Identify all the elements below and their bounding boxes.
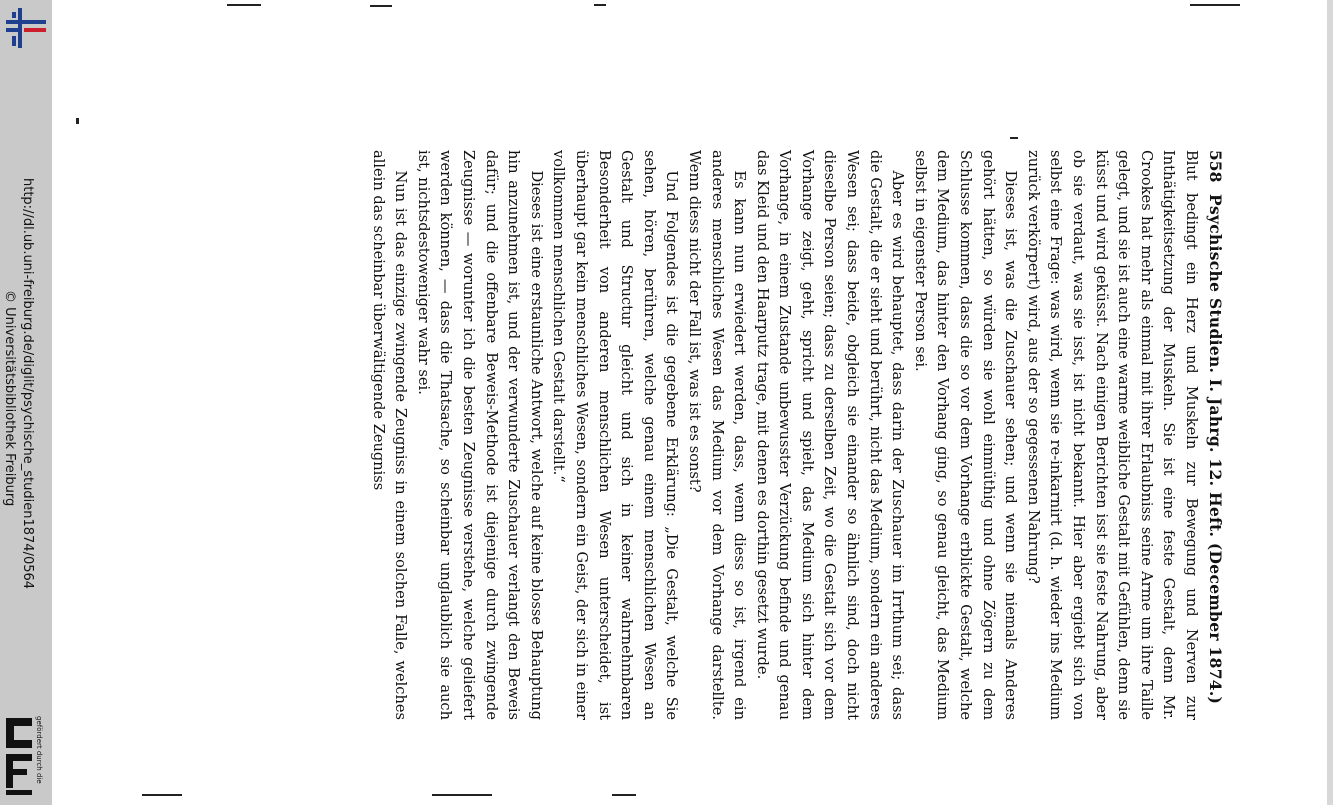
scan-speck (1190, 4, 1240, 6)
paragraph: Aber es wird behauptet, dass darin der Zuschauer im Irrthum sei; dass die Gestalt, die er sieht und berührt, nicht das Medium, sondern ein anderes Wesen sei; dass beide, obgleich sie einander so ähnlich sind, doch nicht dieselbe Person seien; dass zu derselben Zeit, wo die Gestalt sich vor dem Vorhange zeigt, geht, spricht und spielt, das Medium sich hinter dem Vorhange, in einem Zustande unbewusster Verzückung befinde und genau das Kleid und den Haarputz trage, mit denen es dorthin gesetzt wurde. (753, 150, 907, 720)
sidebar (0, 0, 52, 805)
running-header (1202, 150, 1230, 720)
paragraph: Blut bedingt ein Herz und Muskeln zur Bewegung und Nerven zur Inthätigkeitsetzung der Muskeln. Sie ist eine feste Gestalt, denn Mr. Crookes hat mehr als einmal mit ihrer Erlaubniss seine Arme um ihre Taille gelegt, und sie ist auch eine warme weibliche Gestalt mit Gefühlen, denn sie küsst und wird geküsst. Nach einigen Berichten isst sie feste Nahrung, aber ob sie verdaut, was sie isst, ist nicht bekannt. Hier aber ergiebt sich von selbst eine Frage: was wird, wenn sie re-inkarnirt (d. h. wieder ins Medium zurück verkörpert) wird, aus der so gegessenen Nahrung? (1024, 150, 1200, 720)
paragraph: Es kann nun erwiedert werden, dass, wenn diess so ist, irgend ein anderes menschliches Wesen das Medium vor dem Vorhange darstellte. Wenn diess nicht der Fall ist, was ist es sonst? (685, 150, 749, 720)
paragraph: Dieses ist, was die Zuschauer sehen; und wenn sie niemals Anderes gehört hätten, so würden sie wohl einmüthig und ohne Zögern zu dem Schlusse kommen, dass die so vor dem Vorhange erblickte Gestalt, welche dem Medium, das hinter den Vorhang ging, so genau gleicht, das Medium selbst in eigenster Person sei. (911, 150, 1020, 720)
scan-speck (227, 4, 261, 6)
source-url[interactable]: http://dl.ub.uni-freiburg.de/diglit/psychische_studien1874/0564 (20, 178, 35, 590)
scan-speck (612, 794, 636, 796)
scan-speck (370, 5, 392, 7)
scanned-page (52, 0, 1333, 805)
scan-speck (76, 118, 79, 124)
dfg-logo-icon (2, 712, 36, 796)
page-number: 558 (1206, 150, 1226, 183)
funded-by-label: gefördert durch die (35, 716, 43, 784)
paragraph: Und Folgendes ist die gegebene Erklärung: „Die Gestalt, welche Sie sehen, hören, berühren, welche genau einem menschlichen Wesen an Gestalt und Structur gleicht und sich in keiner wahrnehmbaren Besonderheit von anderen menschlichen Wesen unterscheidet, ist überhaupt gar kein menschliches Wesen, sondern ein Geist, der sich in einer vollkommen menschlichen Gestalt darstellt.“ (550, 150, 681, 720)
copyright-notice: © Universitätsbibliothek Freiburg (2, 290, 17, 507)
journal-title: Psychische Studien. I. Jahrg. 12. Heft. (December 1874.) (1206, 194, 1226, 705)
rotated-text-block (366, 150, 1230, 720)
scan-speck (142, 794, 182, 796)
body-text (366, 150, 1202, 720)
page-edge (1327, 0, 1333, 805)
ub-freiburg-logo-icon (4, 6, 46, 50)
scan-speck (1010, 137, 1018, 139)
paragraph: Dieses ist eine erstaunliche Antwort, welche auf keine blosse Behauptung hin anzunehmen ist, und der verwunderte Zuschauer verlangt den Beweis dafür; und die offenbare Beweis-Methode ist diejenige durch zwingende Zeugnisse — worunter ich die besten Zeugnisse verstehe, welche geliefert werden können, — dass die Thatsache, so scheinbar unglaublich sie auch ist, nichtsdestoweniger wahr sei. (414, 150, 545, 720)
scan-speck (594, 4, 606, 6)
scan-speck (432, 794, 492, 796)
paragraph: Nun ist das einzige zwingende Zeugniss in einem solchen Falle, welches allein das scheinbar überwältigende Zeugniss (369, 150, 410, 720)
